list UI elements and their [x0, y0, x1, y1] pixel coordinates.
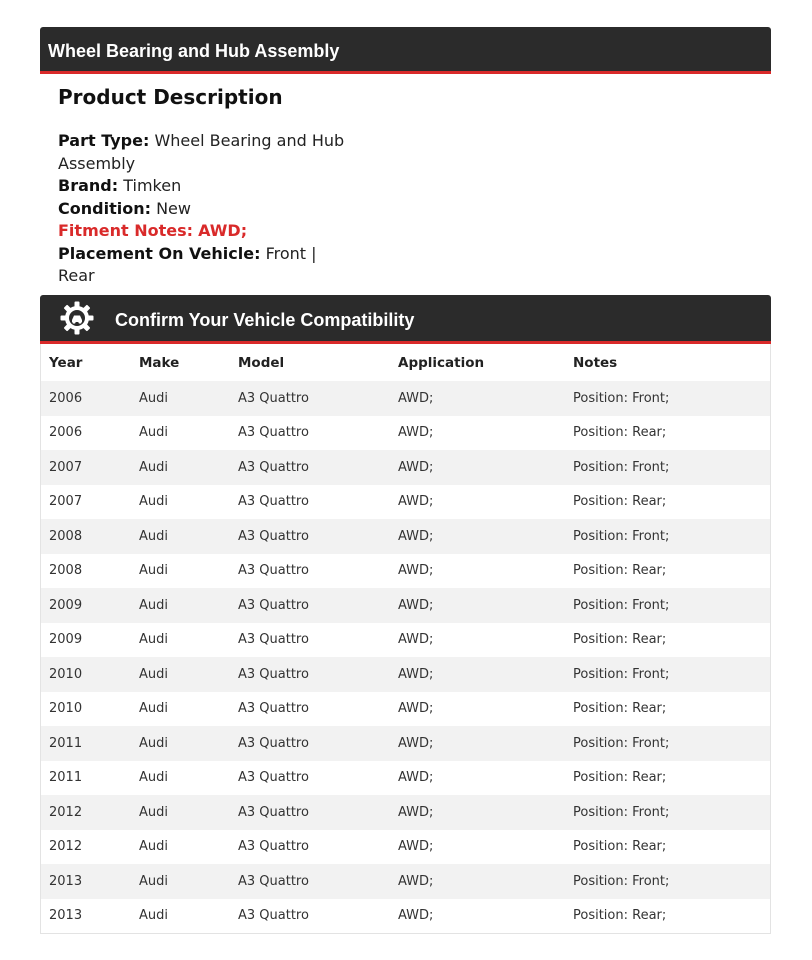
cell-year: 2010 — [49, 701, 83, 717]
cell-year: 2009 — [49, 632, 83, 648]
cell-notes: Position: Rear; — [573, 770, 667, 786]
cell-application: AWD; — [398, 563, 434, 579]
cell-year: 2006 — [49, 425, 83, 441]
compatibility-table — [40, 344, 771, 934]
cell-notes: Position: Rear; — [573, 563, 667, 579]
cell-make: Audi — [139, 425, 168, 441]
cell-application: AWD; — [398, 701, 434, 717]
cell-notes: Position: Rear; — [573, 425, 667, 441]
cell-model: A3 Quattro — [238, 839, 309, 855]
cell-make: Audi — [139, 701, 168, 717]
spec-value: Timken — [123, 176, 182, 195]
compatibility-title: Confirm Your Vehicle Compatibility — [115, 309, 415, 330]
table-row — [41, 795, 770, 830]
table-row — [41, 519, 770, 554]
cell-application: AWD; — [398, 908, 434, 924]
spec-placement — [58, 243, 358, 288]
table-row — [41, 450, 770, 485]
table-row — [41, 485, 770, 520]
cell-year: 2011 — [49, 735, 83, 751]
spec-value: AWD; — [198, 221, 248, 240]
cell-application: AWD; — [398, 735, 434, 751]
cell-model: A3 Quattro — [238, 597, 309, 613]
spec-value: Front | Rear — [58, 243, 317, 285]
table-body — [41, 381, 770, 933]
spec-value: New — [156, 198, 191, 218]
column-header-notes: Notes — [573, 354, 618, 371]
product-description — [58, 82, 358, 288]
cell-make: Audi — [139, 563, 168, 579]
cell-notes: Position: Rear; — [573, 701, 667, 717]
table-row — [41, 381, 770, 416]
gear-icon — [59, 300, 95, 336]
table-row — [41, 692, 770, 727]
product-title-bar — [40, 27, 771, 74]
cell-notes: Position: Front; — [573, 666, 670, 682]
cell-year: 2012 — [49, 839, 83, 855]
cell-model: A3 Quattro — [238, 390, 309, 406]
cell-year: 2008 — [49, 563, 83, 579]
cell-notes: Position: Rear; — [573, 908, 667, 924]
cell-application: AWD; — [398, 597, 434, 613]
cell-model: A3 Quattro — [238, 770, 309, 786]
cell-notes: Position: Rear; — [573, 839, 667, 855]
cell-model: A3 Quattro — [238, 494, 309, 510]
cell-make: Audi — [139, 839, 168, 855]
spec-label: Part Type: — [58, 131, 150, 150]
column-header-make: Make — [139, 354, 180, 371]
table-row — [41, 554, 770, 589]
cell-model: A3 Quattro — [238, 735, 309, 751]
cell-model: A3 Quattro — [238, 563, 309, 579]
cell-make: Audi — [139, 804, 168, 820]
cell-application: AWD; — [398, 459, 434, 475]
cell-model: A3 Quattro — [238, 459, 309, 475]
table-row — [41, 864, 770, 899]
cell-application: AWD; — [398, 770, 434, 786]
table-row — [41, 830, 770, 865]
cell-notes: Position: Front; — [573, 804, 670, 820]
cell-make: Audi — [139, 735, 168, 751]
cell-year: 2009 — [49, 597, 83, 613]
spec-label: Placement On Vehicle: — [58, 243, 261, 263]
spec-label: Brand: — [58, 176, 119, 195]
cell-make: Audi — [139, 873, 168, 889]
cell-application: AWD; — [398, 425, 434, 441]
product-title: Wheel Bearing and Hub Assembly — [48, 40, 340, 61]
cell-notes: Position: Front; — [573, 528, 670, 544]
cell-year: 2011 — [49, 770, 83, 786]
cell-year: 2006 — [49, 390, 83, 406]
table-row — [41, 899, 770, 934]
cell-model: A3 Quattro — [238, 701, 309, 717]
cell-year: 2013 — [49, 908, 83, 924]
table-row — [41, 726, 770, 761]
cell-model: A3 Quattro — [238, 632, 309, 648]
cell-application: AWD; — [398, 390, 434, 406]
cell-model: A3 Quattro — [238, 804, 309, 820]
spec-label: Condition: — [58, 198, 151, 218]
spec-value: Wheel Bearing and Hub Assembly — [58, 131, 345, 173]
cell-application: AWD; — [398, 666, 434, 682]
column-header-year: Year — [49, 354, 83, 371]
cell-model: A3 Quattro — [238, 528, 309, 544]
cell-application: AWD; — [398, 632, 434, 648]
spec-condition — [58, 198, 358, 221]
description-heading: Product Description — [58, 85, 283, 109]
cell-application: AWD; — [398, 873, 434, 889]
cell-notes: Position: Rear; — [573, 494, 667, 510]
cell-application: AWD; — [398, 528, 434, 544]
table-row — [41, 623, 770, 658]
table-header-row — [41, 344, 770, 381]
spec-fitment-notes — [58, 220, 358, 243]
cell-year: 2007 — [49, 459, 83, 475]
cell-year: 2007 — [49, 494, 83, 510]
cell-year: 2013 — [49, 873, 83, 889]
cell-application: AWD; — [398, 839, 434, 855]
column-header-application: Application — [398, 354, 485, 371]
table-row — [41, 588, 770, 623]
cell-year: 2010 — [49, 666, 83, 682]
cell-year: 2012 — [49, 804, 83, 820]
table-row — [41, 416, 770, 451]
cell-notes: Position: Rear; — [573, 632, 667, 648]
cell-notes: Position: Front; — [573, 735, 670, 751]
table-row — [41, 761, 770, 796]
spec-part-type — [58, 130, 358, 175]
cell-make: Audi — [139, 597, 168, 613]
cell-application: AWD; — [398, 804, 434, 820]
cell-model: A3 Quattro — [238, 425, 309, 441]
cell-make: Audi — [139, 666, 168, 682]
cell-make: Audi — [139, 459, 168, 475]
cell-make: Audi — [139, 390, 168, 406]
cell-notes: Position: Front; — [573, 597, 670, 613]
cell-make: Audi — [139, 632, 168, 648]
cell-make: Audi — [139, 908, 168, 924]
cell-year: 2008 — [49, 528, 83, 544]
cell-notes: Position: Front; — [573, 459, 670, 475]
cell-make: Audi — [139, 494, 168, 510]
cell-application: AWD; — [398, 494, 434, 510]
table-row — [41, 657, 770, 692]
cell-model: A3 Quattro — [238, 873, 309, 889]
cell-model: A3 Quattro — [238, 666, 309, 682]
spec-label: Fitment Notes: — [58, 221, 193, 240]
compatibility-bar — [40, 295, 771, 344]
cell-notes: Position: Front; — [573, 390, 670, 406]
cell-notes: Position: Front; — [573, 873, 670, 889]
cell-make: Audi — [139, 770, 168, 786]
spec-brand — [58, 175, 358, 198]
cell-make: Audi — [139, 528, 168, 544]
column-header-model: Model — [238, 354, 285, 371]
cell-model: A3 Quattro — [238, 908, 309, 924]
